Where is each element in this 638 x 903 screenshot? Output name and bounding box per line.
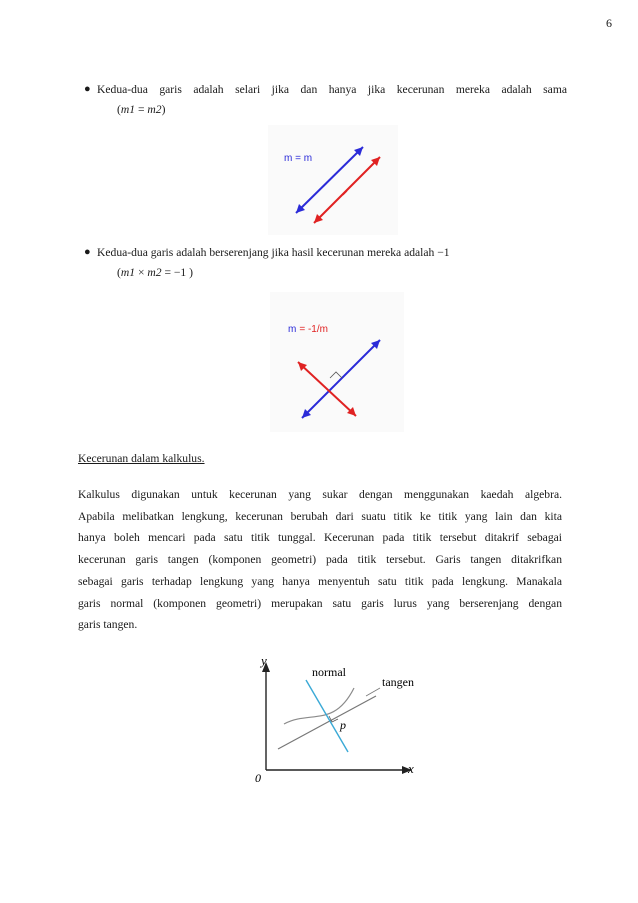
tangent-line bbox=[278, 696, 376, 749]
normal-label: normal bbox=[312, 665, 346, 679]
bullet-text: Kedua-dua garis adalah berserenjang jika hasil kecerunan mereka adalah −1 bbox=[97, 246, 450, 259]
bullet-perpendicular bbox=[84, 244, 567, 261]
calculus-paragraph bbox=[78, 484, 562, 636]
bullet-parallel bbox=[84, 81, 567, 98]
origin-label: 0 bbox=[255, 771, 261, 785]
section-heading: Kecerunan dalam kalkulus. bbox=[78, 452, 205, 465]
paragraph-line: garis normal (komponen geometri) merupakan satu garis lurus yang berserenjang dengan bbox=[78, 596, 562, 610]
bullet-dot: ● bbox=[84, 246, 91, 258]
point-label: p bbox=[340, 718, 346, 732]
parallel-lines-figure bbox=[268, 125, 398, 235]
formula-perpendicular: (m1 × m2 = −1 ) bbox=[117, 266, 193, 279]
tangent-normal-figure bbox=[248, 648, 428, 788]
paragraph-line: Kalkulus digunakan untuk kecerunan yang sukar dengan menggunakan kaedah algebra. bbox=[78, 488, 562, 501]
perpendicular-lines-figure bbox=[270, 292, 404, 432]
normal-line bbox=[306, 680, 348, 752]
formula-parallel: (m1 = m2) bbox=[117, 103, 166, 116]
paragraph-line: garis tangen. bbox=[78, 618, 138, 632]
x-axis-label: x bbox=[408, 761, 414, 776]
parallel-label: m = m bbox=[284, 153, 313, 164]
tangent-label: tangen bbox=[382, 675, 414, 689]
page-number: 6 bbox=[606, 16, 612, 30]
y-axis-label: y bbox=[261, 653, 267, 668]
paragraph-line: sebagai garis terhadap lengkung yang hanya menyentuh satu titik pada lengkung. Manakala bbox=[78, 574, 562, 588]
perpendicular-label: m = -1/m bbox=[288, 324, 328, 335]
paragraph-line: Apabila melibatkan lengkung, kecerunan berubah dari suatu titik ke titik yang lain dan kita bbox=[78, 509, 562, 523]
paragraph-line: kecerunan garis tangen (komponen geometri) pada titik tersebut. Garis tangen ditakrifkan bbox=[78, 553, 562, 567]
bullet-dot: ● bbox=[84, 83, 91, 95]
paragraph-line: hanya boleh mencari pada satu titik tunggal. Kecerunan pada titik tersebut ditakrif sebagai bbox=[78, 531, 562, 545]
bullet-text: Kedua-dua garis adalah selari jika dan hanya jika kecerunan mereka adalah sama bbox=[97, 83, 567, 96]
